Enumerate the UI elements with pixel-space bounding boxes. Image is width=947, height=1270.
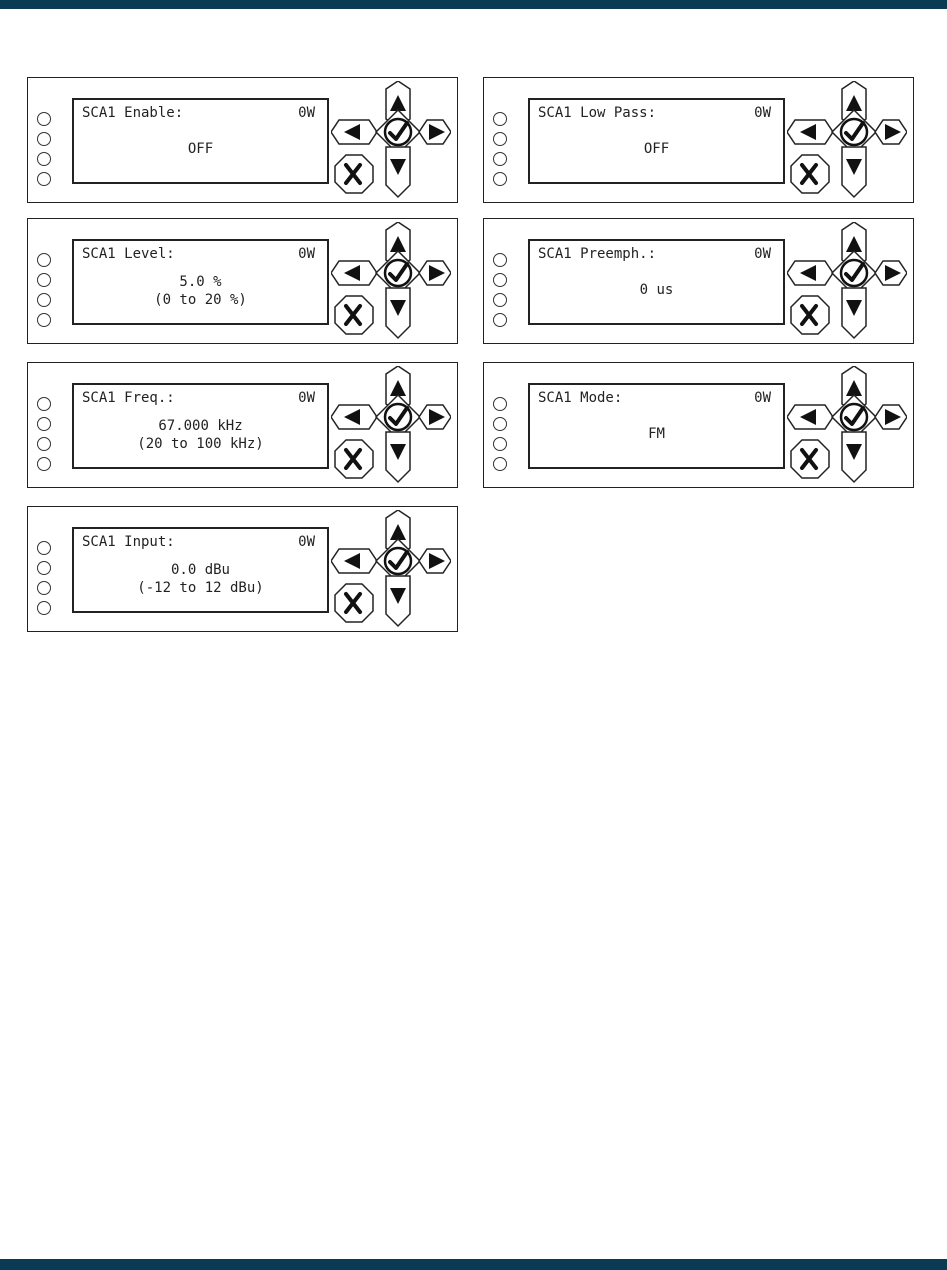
lcd-value: OFF [187,141,214,157]
lcd-range: (20 to 100 kHz) [137,436,264,452]
lcd-display [528,98,785,184]
lcd-power: 0W [298,246,315,262]
status-led-1 [37,541,51,555]
down-button[interactable] [842,288,866,338]
right-button[interactable] [419,120,451,144]
control-panel-sca1-freq [27,362,458,488]
status-led-3 [493,293,507,307]
right-button[interactable] [419,261,451,285]
left-button[interactable] [331,405,377,429]
status-led-3 [493,437,507,451]
lcd-range: (0 to 20 %) [154,292,247,308]
status-led-4 [37,457,51,471]
down-button[interactable] [842,432,866,482]
lcd-title: SCA1 Mode: [538,390,623,406]
header-bar [0,0,947,9]
status-led-3 [37,152,51,166]
led-column [493,397,507,477]
navigation-keypad [787,81,907,199]
lcd-title: SCA1 Freq.: [82,390,175,406]
status-led-2 [493,273,507,287]
lcd-range: (-12 to 12 dBu) [137,580,264,596]
status-led-4 [37,172,51,186]
control-panel-sca1-enable [27,77,458,203]
status-led-1 [37,112,51,126]
down-button[interactable] [386,147,410,197]
right-button[interactable] [419,405,451,429]
down-button[interactable] [386,576,410,626]
status-led-3 [493,152,507,166]
lcd-title: SCA1 Input: [82,534,175,550]
down-button[interactable] [386,288,410,338]
lcd-display [72,239,329,325]
status-led-1 [493,397,507,411]
cancel-button[interactable] [791,440,829,478]
cancel-button[interactable] [791,155,829,193]
right-button[interactable] [419,549,451,573]
down-button[interactable] [386,432,410,482]
lcd-title: SCA1 Enable: [82,105,184,121]
status-led-2 [493,417,507,431]
lcd-display [72,527,329,613]
control-panel-sca1-mode [483,362,914,488]
status-led-4 [493,313,507,327]
lcd-display [528,239,785,325]
lcd-display [528,383,785,469]
status-led-4 [493,172,507,186]
right-button[interactable] [875,261,907,285]
navigation-keypad [787,366,907,484]
lcd-value: OFF [643,141,670,157]
lcd-display [72,98,329,184]
navigation-keypad [331,81,451,199]
lcd-power: 0W [754,390,771,406]
status-led-2 [37,417,51,431]
cancel-button[interactable] [791,296,829,334]
status-led-4 [37,601,51,615]
left-button[interactable] [787,261,833,285]
led-column [493,112,507,192]
lcd-title: SCA1 Level: [82,246,175,262]
status-led-3 [37,437,51,451]
cancel-button[interactable] [335,440,373,478]
control-panel-sca1-input [27,506,458,632]
lcd-power: 0W [754,105,771,121]
lcd-power: 0W [754,246,771,262]
navigation-keypad [331,510,451,628]
lcd-title: SCA1 Low Pass: [538,105,657,121]
lcd-value: 67.000 kHz [158,418,243,434]
control-panel-sca1-preemph [483,218,914,344]
control-panel-sca1-low-pass [483,77,914,203]
lcd-power: 0W [298,390,315,406]
right-button[interactable] [875,120,907,144]
led-column [37,397,51,477]
lcd-display [72,383,329,469]
control-panel-sca1-level [27,218,458,344]
lcd-value: FM [648,426,665,442]
left-button[interactable] [787,405,833,429]
status-led-3 [37,293,51,307]
lcd-value: 0 us [639,282,674,298]
cancel-button[interactable] [335,584,373,622]
status-led-4 [37,313,51,327]
down-button[interactable] [842,147,866,197]
navigation-keypad [331,366,451,484]
status-led-3 [37,581,51,595]
led-column [37,541,51,621]
status-led-4 [493,457,507,471]
lcd-value: 0.0 dBu [170,562,230,578]
status-led-2 [37,132,51,146]
lcd-power: 0W [298,534,315,550]
status-led-1 [493,253,507,267]
lcd-power: 0W [298,105,315,121]
status-led-2 [493,132,507,146]
cancel-button[interactable] [335,155,373,193]
cancel-button[interactable] [335,296,373,334]
lcd-value: 5.0 % [179,274,222,290]
status-led-2 [37,561,51,575]
status-led-1 [37,397,51,411]
led-column [37,253,51,333]
navigation-keypad [331,222,451,340]
footer-bar [0,1259,947,1270]
led-column [493,253,507,333]
status-led-1 [493,112,507,126]
status-led-1 [37,253,51,267]
left-button[interactable] [331,120,377,144]
led-column [37,112,51,192]
navigation-keypad [787,222,907,340]
left-button[interactable] [331,261,377,285]
right-button[interactable] [875,405,907,429]
status-led-2 [37,273,51,287]
lcd-title: SCA1 Preemph.: [538,246,657,262]
left-button[interactable] [787,120,833,144]
left-button[interactable] [331,549,377,573]
